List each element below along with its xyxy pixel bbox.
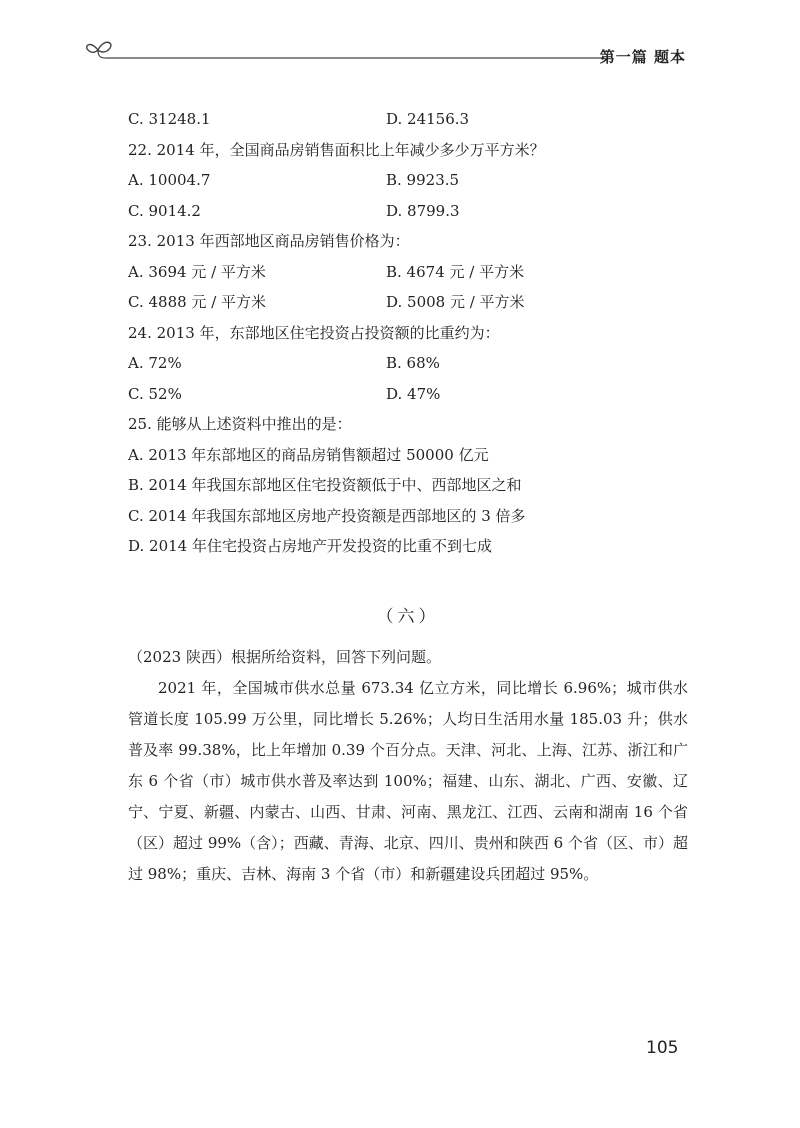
option-d: D. 2014 年住宅投资占房地产开发投资的比重不到七成 [128,537,492,555]
option-b: B. 2014 年我国东部地区住宅投资额低于中、西部地区之和 [128,476,522,494]
question-stem: 22. 2014 年，全国商品房销售面积比上年减少多少万平方米？ [128,140,545,159]
page-number: 105 [646,1038,679,1058]
option-a: A. 2013 年东部地区的商品房销售额超过 50000 亿元 [128,445,489,464]
page-header [84,28,704,68]
option-row [128,348,688,379]
question-stem: 25. 能够从上述资料中推出的是： [128,415,352,433]
section-title: （六） [376,606,440,627]
material-paragraph: 2021 年，全国城市供水总量 673.34 亿立方米，同比增长 6.96%；城市供水管道长度 105.99 万公里，同比增长 5.26%；人均日生活用水量 185.03 升；供水普及率 99.38%，比上年增加 0.39 个百分点。天津、河北、上海、江苏、浙江和广东 6 个省（市）城市供水普及率达到 100%；福建、山东、湖北、广西、安徽、辽宁、宁夏、新疆、内蒙古、山西、甘肃、河南、黑龙江、江西、云南和湖南 16 个省（区）超过 99%（含）；西藏、青海、北京、四川、贵州和陕西 6 个省（区、市）超过 98%；重庆、吉林、海南 3 个省（市）和新疆建设兵团超过 95%。 [128,678,688,883]
option-row [128,257,688,288]
chapter-title: 第一篇 题本 [599,48,686,66]
option-d: D. 47% [386,384,441,403]
option-row [128,196,688,227]
option-d: D. 8799.3 [386,201,460,220]
option-b: B. 68% [386,354,440,372]
option-b: B. 9923.5 [386,171,460,189]
option-a: A. 10004.7 [128,171,211,189]
option-row [128,287,688,318]
question-stem: 24. 2013 年，东部地区住宅投资占投资额的比重约为： [128,323,500,342]
option-c: C. 31248.1 [128,110,211,128]
section-source: （2023 陕西）根据所给资料，回答下列问题。 [128,647,441,666]
page-content [128,104,688,890]
option-c: C. 2014 年我国东部地区房地产投资额是西部地区的 3 倍多 [128,506,526,525]
option-row [128,165,688,196]
question-stem: 23. 2013 年西部地区商品房销售价格为： [128,232,410,250]
option-c: C. 52% [128,384,182,403]
option-row [128,379,688,410]
option-d: D. 24156.3 [386,110,470,128]
option-c: C. 4888 元 / 平方米 [128,293,267,311]
option-a: A. 72% [128,354,182,372]
option-a: A. 3694 元 / 平方米 [128,262,266,281]
option-c: C. 9014.2 [128,201,201,220]
option-d: D. 5008 元 / 平方米 [386,293,525,311]
option-row [128,104,688,135]
option-b: B. 4674 元 / 平方米 [386,262,525,281]
